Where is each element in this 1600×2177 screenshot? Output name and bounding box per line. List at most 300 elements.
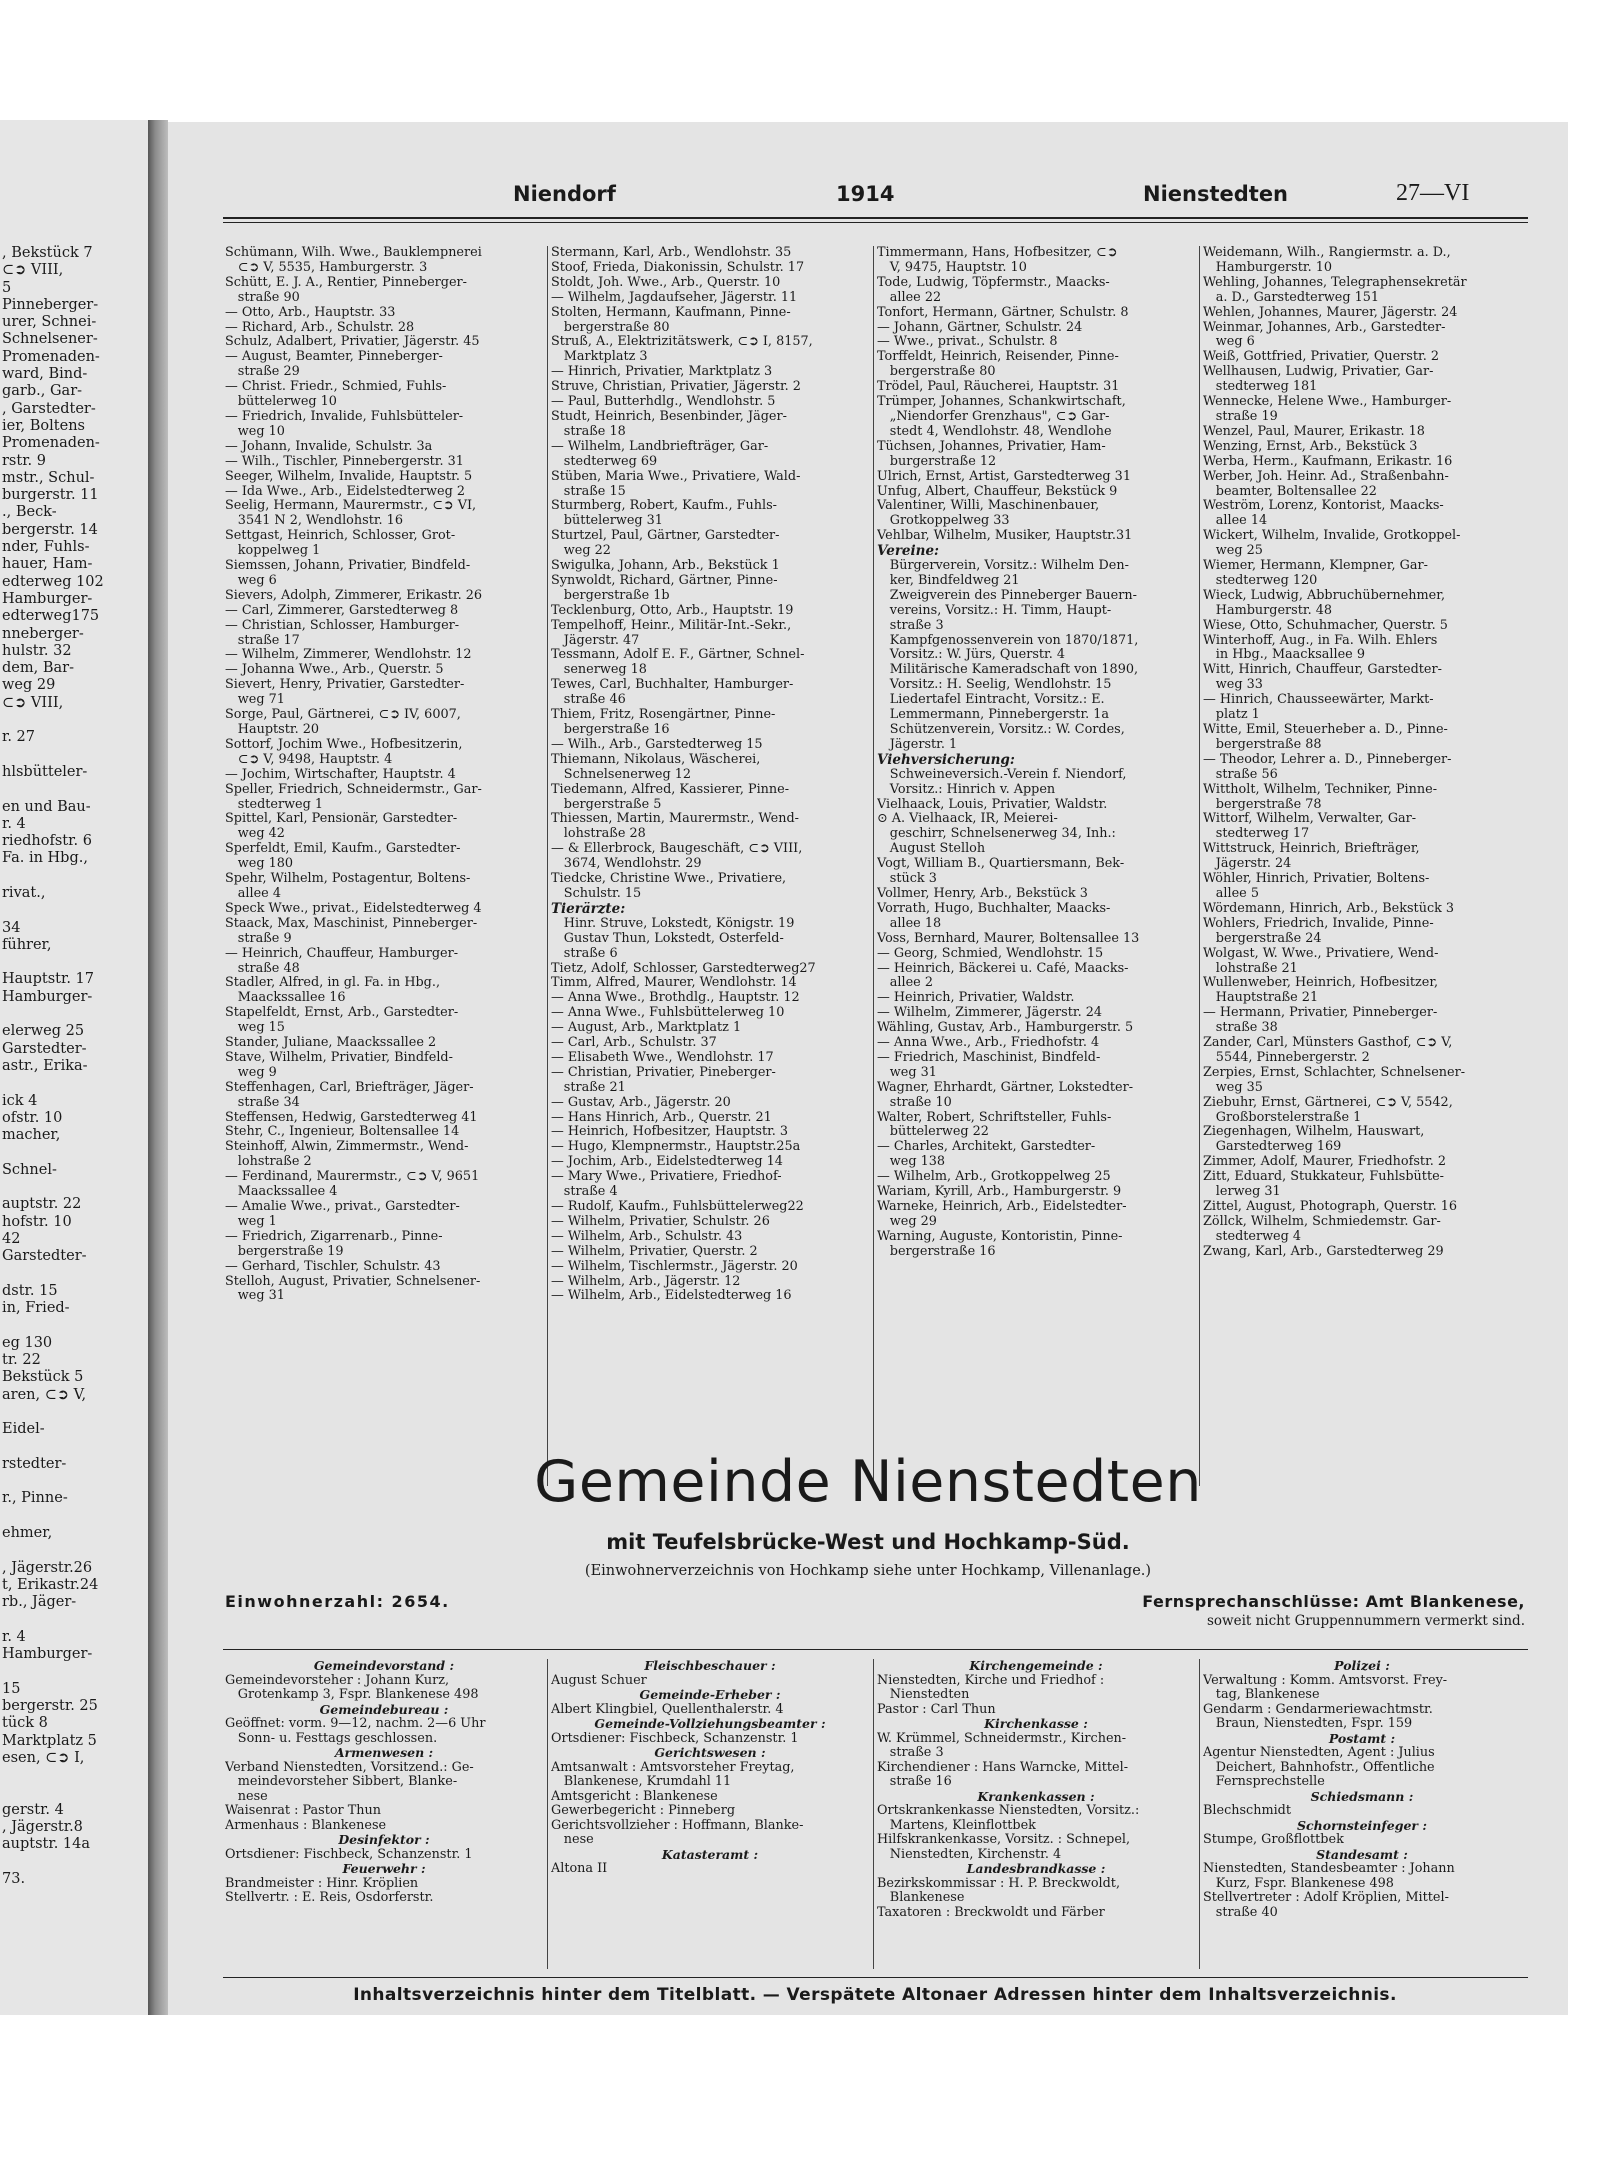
office-entry-line: Nienstedten: [877, 1688, 970, 1702]
directory-entry-line: Schulstr. 15: [551, 886, 642, 901]
fragment-line: [2, 1767, 144, 1784]
directory-entry-line: weg 31: [225, 1289, 285, 1304]
fragment-line: [2, 1438, 144, 1455]
fragment-line: [2, 1006, 144, 1023]
fragment-line: rb., Jäger-: [2, 1594, 77, 1611]
directory-entry-line: weg 10: [225, 424, 285, 439]
directory-entry-line: — Otto, Arb., Hauptstr. 33: [225, 305, 396, 320]
office-entry-line: Gemeindevorsteher : Johann Kurz,: [225, 1673, 450, 1688]
fragment-line: Eidel-: [2, 1421, 45, 1438]
directory-entry-line: Seeger, Wilhelm, Invalide, Hauptstr. 5: [225, 469, 473, 484]
office-entry-line: Geöffnet: vorm. 9—12, nachm. 2—6 Uhr: [225, 1717, 486, 1731]
office-heading: Armenwesen :: [334, 1746, 434, 1760]
fragment-line: [2, 1854, 144, 1871]
office-entry-line: Altona II: [551, 1862, 608, 1876]
directory-entry-line: Wieck, Ludwig, Abbruchübernehmer,: [1203, 588, 1446, 603]
fragment-line: ofstr. 10: [2, 1109, 63, 1126]
directory-entry-line: Vorsitz.: Hinrich v. Appen: [877, 782, 1056, 797]
office-entry-line: Brandmeister : Hinr. Kröplien: [225, 1876, 419, 1891]
directory-entry-line: Tonfort, Hermann, Gärtner, Schulstr. 8: [877, 305, 1129, 320]
office-entry-line: Gendarm : Gendarmeriewachtmstr.: [1203, 1702, 1433, 1717]
directory-entry-line: ⊙ A. Vielhaack, IR, Meierei-: [877, 812, 1058, 827]
fragment-line: Promenaden-: [2, 435, 100, 452]
directory-entry-line: — Wilhelm, Privatier, Querstr. 2: [551, 1244, 758, 1259]
directory-entry-line: — Friedrich, Zigarrenarb., Pinne-: [225, 1229, 443, 1244]
fragment-line: [2, 868, 144, 885]
directory-entry-line: — Johann, Invalide, Schulstr. 3a: [225, 439, 433, 454]
directory-entry-line: Stadler, Alfred, in gl. Fa. in Hbg.,: [225, 976, 441, 991]
directory-entry-line: Wariam, Kyrill, Arb., Hamburgerstr. 9: [877, 1185, 1122, 1200]
office-entry-line: Taxatoren : Breckwoldt und Färber: [877, 1905, 1105, 1920]
directory-entry-line: Ulrich, Ernst, Artist, Garstedterweg 31: [877, 469, 1131, 484]
directory-entry-line: Tewes, Carl, Buchhalter, Hamburger-: [551, 678, 794, 693]
directory-entry-line: allee 18: [877, 916, 942, 931]
directory-entry-line: Vorsitz.: W. Jürs, Querstr. 4: [877, 648, 1066, 663]
directory-entry-line: — Christ. Friedr., Schmied, Fuhls-: [225, 380, 447, 395]
column-divider: [547, 246, 548, 1486]
directory-entry-line: Hamburgerstr. 10: [1203, 260, 1332, 275]
directory-entry-line: Speller, Friedrich, Schneidermstr., Gar-: [225, 782, 482, 797]
directory-entry-line: — Heinrich, Hofbesitzer, Hauptstr. 3: [551, 1125, 789, 1140]
office-entry-line: Deichert, Bahnhofstr., Öffentliche: [1203, 1760, 1435, 1775]
directory-entry-line: weg 33: [1203, 678, 1263, 693]
directory-entry-line: — Rudolf, Kaufm., Fuhlsbüttelerweg22: [551, 1200, 804, 1214]
fragment-line: astr., Erika-: [2, 1057, 88, 1074]
directory-entry-line: 3674, Wendlohstr. 29: [551, 857, 702, 872]
directory-entry-line: — Heinrich, Chauffeur, Hamburger-: [225, 946, 459, 961]
office-entry-line: Kurz, Fspr. Blankenese 498: [1203, 1876, 1394, 1891]
fragment-line: [2, 712, 144, 729]
fragment-line: edterweg175: [2, 608, 100, 625]
directory-entry-line: weg 180: [225, 857, 294, 872]
directory-entry-line: straße 48: [225, 961, 300, 976]
authority-column-4: [1203, 1659, 1521, 1969]
fragment-line: ick 4: [2, 1092, 38, 1109]
office-entry-line: Braun, Nienstedten, Fspr. 159: [1203, 1717, 1413, 1731]
directory-entry-line: lohstraße 28: [551, 827, 646, 842]
office-entry-line: meindevorsteher Sibbert, Blanke-: [225, 1775, 458, 1789]
directory-entry-line: — Wilhelm, Zimmerer, Wendlohstr. 12: [225, 648, 472, 663]
office-entry-line: Pastor : Carl Thun: [877, 1702, 996, 1717]
office-heading: Schornsteinfeger :: [1297, 1818, 1427, 1833]
office-heading: Kirchenkasse :: [984, 1717, 1088, 1731]
directory-entry-line: Trödel, Paul, Räucherei, Hauptstr. 31: [877, 380, 1120, 395]
directory-entry-line: stedterweg 17: [1203, 827, 1310, 842]
directory-entry-line: — Georg, Schmied, Wendlohstr. 15: [877, 946, 1104, 961]
fragment-line: eg 130: [2, 1334, 53, 1351]
directory-entry-line: Studt, Heinrich, Besenbinder, Jäger-: [551, 409, 787, 424]
directory-entry-line: Sorge, Paul, Gärtnerei, ⊂➲ IV, 6007,: [225, 708, 461, 723]
directory-entry-line: Weidemann, Wilh., Rangiermstr. a. D.,: [1203, 246, 1451, 260]
directory-entry-line: straße 19: [1203, 409, 1278, 424]
fragment-line: hauer, Ham-: [2, 556, 93, 573]
directory-entry-line: Stoof, Frieda, Diakonissin, Schulstr. 17: [551, 260, 805, 275]
directory-entry-line: allee 4: [225, 886, 281, 901]
fragment-line: [2, 1317, 144, 1334]
directory-entry-line: — Christian, Schlosser, Hamburger-: [225, 618, 460, 633]
directory-entry-line: Liedertafel Eintracht, Vorsitz.: E.: [877, 693, 1105, 708]
directory-entry-line: stück 3: [877, 872, 937, 887]
column-divider: [1199, 1659, 1200, 1969]
fragment-line: [2, 1611, 144, 1628]
directory-entry-line: „Niendorfer Grenzhaus", ⊂➲ Gar-: [877, 409, 1110, 424]
directory-entry-line: Wagner, Ehrhardt, Gärtner, Lokstedter-: [877, 1080, 1134, 1095]
header-rule-thin: [223, 222, 1528, 223]
fragment-line: [2, 1473, 144, 1490]
directory-entry-line: straße 21: [551, 1080, 626, 1095]
office-entry-line: Agentur Nienstedten, Agent : Julius: [1203, 1746, 1435, 1760]
directory-entry-line: Vorrath, Hugo, Buchhalter, Maacks-: [877, 901, 1111, 916]
directory-entry-line: vereins, Vorsitz.: H. Timm, Haupt-: [877, 603, 1112, 618]
fragment-line: 73.: [2, 1870, 26, 1887]
directory-entry-line: — Charles, Architekt, Garstedter-: [877, 1140, 1096, 1155]
directory-entry-line: Sturmberg, Robert, Kaufm., Fuhls-: [551, 499, 777, 514]
directory-entry-line: Stelloh, August, Privatier, Schnelsener-: [225, 1274, 481, 1289]
directory-entry-line: — Amalie Wwe., privat., Garstedter-: [225, 1200, 460, 1214]
fragment-line: ehmer,: [2, 1524, 53, 1541]
directory-entry-line: straße 18: [551, 424, 626, 439]
office-entry-line: Armenhaus : Blankenese: [225, 1818, 387, 1833]
fragment-line: tück 8: [2, 1715, 48, 1732]
directory-entry-line: straße 10: [877, 1095, 952, 1110]
column-divider: [547, 1659, 548, 1969]
directory-entry-line: Zöllck, Wilhelm, Schmiedemstr. Gar-: [1203, 1214, 1441, 1229]
fragment-line: ., Beck-: [2, 504, 57, 521]
office-heading: Gemeindebureau :: [319, 1702, 449, 1717]
directory-entry-line: Sperfeldt, Emil, Kaufm., Garstedter-: [225, 842, 461, 857]
fragment-line: macher,: [2, 1127, 61, 1144]
office-heading: Fleischbeschauer :: [644, 1659, 776, 1673]
directory-entry-line: straße 9: [225, 931, 292, 946]
fragment-line: ⊂➲ VIII,: [2, 694, 64, 711]
column-divider: [873, 1659, 874, 1969]
directory-entry-line: — Anna Wwe., Arb., Friedhofstr. 4: [877, 1036, 1100, 1051]
fragment-line: rstr. 9: [2, 452, 46, 469]
office-heading: Postamt :: [1328, 1731, 1396, 1746]
directory-entry-line: — Carl, Zimmerer, Garstedterweg 8: [225, 603, 459, 618]
directory-entry-line: straße 15: [551, 484, 626, 499]
directory-entry-line: bergerstraße 19: [225, 1244, 344, 1259]
directory-entry-line: Vorsitz.: H. Seelig, Wendlohstr. 15: [877, 678, 1112, 693]
directory-entry-line: Bürgerverein, Vorsitz.: Wilhelm Den-: [877, 559, 1129, 574]
directory-entry-line: Tiedcke, Christine Wwe., Privatiere,: [551, 872, 787, 887]
directory-entry-line: Weström, Lorenz, Kontorist, Maacks-: [1203, 499, 1444, 514]
office-entry-line: Stellvertreter : Adolf Kröplien, Mittel-: [1203, 1891, 1449, 1905]
directory-entry-line: Hauptstraße 21: [1203, 991, 1319, 1006]
office-heading: Gemeinde-Vollziehungsbeamter :: [594, 1717, 826, 1731]
address-column-1: [225, 246, 543, 1486]
directory-entry-line: straße 90: [225, 290, 300, 305]
directory-entry-line: — Hinrich, Privatier, Marktplatz 3: [551, 365, 773, 380]
directory-entry-line: weg 31: [877, 1065, 937, 1080]
directory-entry-line: allee 14: [1203, 514, 1268, 529]
office-entry-line: straße 16: [877, 1775, 952, 1789]
directory-entry-line: Unfug, Albert, Chauffeur, Bekstück 9: [877, 484, 1118, 499]
directory-entry-line: stedterweg 120: [1203, 573, 1318, 588]
directory-entry-line: bergerstraße 88: [1203, 737, 1322, 752]
directory-entry-line: Steinhoff, Alwin, Zimmermstr., Wend-: [225, 1140, 469, 1155]
directory-entry-line: Vehlbar, Wilhelm, Musiker, Hauptstr.31: [877, 529, 1133, 544]
fragment-line: Hamburger-: [2, 590, 93, 607]
office-entry-line: Nienstedten, Standesbeamter : Johann: [1203, 1862, 1455, 1876]
directory-entry-line: Torffeldt, Heinrich, Reisender, Pinne-: [877, 350, 1119, 365]
directory-entry-line: Kampfgenossenverein von 1870/1871,: [877, 633, 1139, 648]
directory-entry-line: ⊂➲ V, 5535, Hamburgerstr. 3: [225, 260, 428, 275]
office-entry-line: straße 40: [1203, 1905, 1278, 1920]
directory-entry-line: Schützenverein, Vorsitz.: W. Cordes,: [877, 723, 1125, 737]
fragment-line: 42: [2, 1230, 21, 1247]
directory-entry-line: Wohlers, Friedrich, Invalide, Pinne-: [1203, 916, 1434, 931]
directory-entry-line: straße 29: [225, 365, 300, 380]
fragment-line: auptstr. 22: [2, 1196, 82, 1213]
office-heading: Gemeinde-Erheber :: [639, 1688, 781, 1702]
directory-entry-line: büttelerweg 31: [551, 514, 663, 529]
directory-entry-line: Valentiner, Willi, Maschinenbauer,: [877, 499, 1100, 514]
directory-entry-line: Lemmermann, Pinnebergerstr. 1a: [877, 708, 1110, 723]
directory-entry-line: Vollmer, Henry, Arb., Bekstück 3: [877, 886, 1088, 901]
column-divider: [873, 246, 874, 1486]
directory-entry-line: Staack, Max, Maschinist, Pinneberger-: [225, 916, 478, 931]
directory-entry-line: Großborstelerstraße 1: [1203, 1110, 1362, 1125]
fragment-line: [2, 1508, 144, 1525]
directory-entry-line: Tecklenburg, Otto, Arb., Hauptstr. 19: [551, 603, 794, 618]
directory-entry-line: Sievers, Adolph, Zimmerer, Erikastr. 26: [225, 588, 482, 603]
fragment-line: Fa. in Hbg.,: [2, 850, 88, 867]
directory-entry-line: Warneke, Heinrich, Arb., Eidelstedter-: [877, 1200, 1127, 1214]
directory-entry-line: Marktplatz 3: [551, 350, 648, 365]
directory-entry-line: Walter, Robert, Schriftsteller, Fuhls-: [877, 1110, 1112, 1125]
directory-entry-line: Jägerstr. 47: [551, 633, 640, 648]
directory-entry-line: Grotkoppelweg 33: [877, 514, 1010, 529]
fragment-line: dstr. 15: [2, 1282, 58, 1299]
fragment-line: führer,: [2, 936, 52, 953]
fragment-line: riedhofstr. 6: [2, 833, 92, 850]
directory-entry-line: — Hugo, Klempnermstr., Hauptstr.25a: [551, 1140, 801, 1155]
directory-entry-line: Wittorf, Wilhelm, Verwalter, Gar-: [1203, 812, 1417, 827]
directory-entry-line: stedterweg 181: [1203, 380, 1318, 395]
fragment-line: hofstr. 10: [2, 1213, 72, 1230]
directory-entry-line: allee 2: [877, 976, 933, 991]
office-entry-line: Amtsanwalt : Amtsvorsteher Freytag,: [551, 1760, 795, 1775]
directory-entry-line: 5544, Pinnebergerstr. 2: [1203, 1050, 1370, 1065]
fragment-line: Hamburger-: [2, 988, 93, 1005]
directory-entry-line: straße 34: [225, 1095, 300, 1110]
directory-entry-line: — Wilhelm, Arb., Eidelstedterweg 16: [551, 1289, 792, 1304]
fragment-line: 15: [2, 1680, 21, 1697]
office-entry-line: Nienstedten, Kirche und Friedhof :: [877, 1673, 1105, 1688]
office-heading: Standesamt :: [1316, 1847, 1408, 1862]
directory-entry-line: — Christian, Privatier, Pineberger-: [551, 1065, 776, 1080]
directory-entry-line: Stermann, Karl, Arb., Wendlohstr. 35: [551, 246, 792, 260]
directory-entry-line: — Carl, Arb., Schulstr. 37: [551, 1036, 717, 1051]
directory-entry-line: — Wilh., Tischler, Pinnebergerstr. 31: [225, 454, 464, 469]
fragment-line: auptstr. 14a: [2, 1836, 91, 1853]
directory-entry-line: lerweg 31: [1203, 1185, 1281, 1200]
fragment-line: [2, 1179, 144, 1196]
fragment-line: dem, Bar-: [2, 660, 74, 677]
directory-entry-line: Winterhoff, Aug., in Fa. Wilh. Ehlers: [1203, 633, 1438, 648]
directory-entry-line: ker, Bindfeldweg 21: [877, 573, 1020, 588]
directory-entry-line: — Wilh., Arb., Garstedterweg 15: [551, 737, 763, 752]
office-entry-line: Ortsdiener: Fischbeck, Schanzenstr. 1: [551, 1731, 799, 1746]
directory-entry-line: koppelweg 1: [225, 544, 321, 559]
office-entry-line: Amtsgericht : Blankenese: [551, 1789, 718, 1804]
directory-entry-line: Timm, Alfred, Maurer, Wendlohstr. 14: [551, 976, 797, 991]
directory-entry-line: Swigulka, Johann, Arb., Bekstück 1: [551, 559, 780, 574]
directory-entry-line: Wehling, Johannes, Telegraphensekretär: [1203, 275, 1467, 290]
directory-entry-line: Sievert, Henry, Privatier, Garstedter-: [225, 678, 465, 693]
directory-entry-line: Wittstruck, Heinrich, Briefträger,: [1203, 842, 1420, 857]
fragment-line: weg 29: [2, 677, 56, 694]
directory-entry-line: Settgast, Heinrich, Schlosser, Grot-: [225, 529, 456, 544]
address-column-2: [551, 246, 869, 1486]
directory-entry-line: August Stelloh: [877, 842, 986, 857]
directory-entry-line: — Heinrich, Privatier, Waldstr.: [877, 991, 1075, 1006]
directory-entry-line: Wolgast, W. Wwe., Privatiere, Wend-: [1203, 946, 1439, 961]
directory-entry-line: straße 46: [551, 693, 626, 708]
fragment-line: Schnel-: [2, 1161, 57, 1178]
directory-entry-line: — Anna Wwe., Fuhlsbüttelerweg 10: [551, 1006, 785, 1021]
office-entry-line: Stellvertr. : E. Reis, Osdorferstr.: [225, 1891, 434, 1905]
fragment-line: [2, 1144, 144, 1161]
directory-entry-line: — Friedrich, Maschinist, Bindfeld-: [877, 1050, 1101, 1065]
office-entry-line: Fernsprechstelle: [1203, 1775, 1325, 1789]
fragment-line: Schnelsener-: [2, 331, 98, 348]
section-title: Gemeinde Nienstedten: [534, 1449, 1202, 1515]
directory-entry-line: Tietz, Adolf, Schlosser, Garstedterweg27: [551, 961, 816, 976]
header-year: 1914: [836, 182, 895, 206]
directory-entry-line: — Gerhard, Tischler, Schulstr. 43: [225, 1259, 441, 1274]
directory-entry-line: Struve, Christian, Privatier, Jägerstr. 2: [551, 380, 801, 395]
fragment-line: [2, 1404, 144, 1421]
directory-entry-line: — Ida Wwe., Arb., Eidelstedterweg 2: [225, 484, 465, 499]
directory-entry-line: — Wilhelm, Jagdaufseher, Jägerstr. 11: [551, 290, 798, 305]
fragment-line: [2, 1663, 144, 1680]
directory-entry-line: straße 6: [551, 946, 618, 961]
directory-entry-line: Stolten, Hermann, Kaufmann, Pinne-: [551, 305, 791, 320]
office-entry-line: W. Krümmel, Schneidermstr., Kirchen-: [877, 1731, 1127, 1746]
directory-entry-line: Tode, Ludwig, Töpfermstr., Maacks-: [877, 275, 1110, 290]
section-note: (Einwohnerverzeichnis von Hochkamp siehe unter Hochkamp, Villenanlage.): [584, 1563, 1152, 1579]
directory-entry-line: — Jochim, Wirtschafter, Hauptstr. 4: [225, 767, 456, 782]
column-divider: [1199, 246, 1200, 1486]
directory-entry-line: in Hbg., Maacksallee 9: [1203, 648, 1365, 663]
adjacent-page-text: [2, 245, 144, 1888]
office-entry-line: Ortskrankenkasse Nienstedten, Vorsitz.:: [877, 1804, 1140, 1818]
directory-entry-line: bergerstraße 80: [877, 365, 996, 380]
office-entry-line: Gerichtsvollzieher : Hoffmann, Blanke-: [551, 1818, 804, 1833]
address-column-4: [1203, 246, 1521, 1486]
directory-entry-line: platz 1: [1203, 708, 1260, 723]
directory-entry-line: — & Ellerbrock, Baugeschäft, ⊂➲ VIII,: [551, 842, 803, 857]
directory-entry-line: Stehr, C., Ingenieur, Boltensallee 14: [225, 1125, 460, 1140]
fragment-line: Marktplatz 5: [2, 1732, 97, 1749]
directory-entry-line: geschirr, Schnelsenerweg 34, Inh.:: [877, 827, 1116, 842]
fragment-line: urer, Schnei-: [2, 314, 97, 331]
directory-entry-line: Thiem, Fritz, Rosengärtner, Pinne-: [551, 708, 776, 723]
header-right-place: Nienstedten: [1143, 182, 1289, 206]
office-heading: Polizei :: [1334, 1659, 1390, 1673]
directory-entry-line: bergerstraße 80: [551, 320, 670, 335]
directory-entry-line: Wördemann, Hinrich, Arb., Bekstück 3: [1203, 901, 1455, 916]
fragment-line: Hamburger-: [2, 1646, 93, 1663]
fragment-line: edterweg 102: [2, 573, 104, 590]
fragment-line: [2, 1542, 144, 1559]
office-entry-line: Albert Klingbiel, Quellenthalerstr. 4: [551, 1702, 784, 1717]
directory-entry-line: V, 9475, Hauptstr. 10: [877, 260, 1027, 275]
directory-entry-line: — Wilhelm, Landbriefträger, Gar-: [551, 439, 769, 454]
fragment-line: [2, 1266, 144, 1283]
office-entry-line: Blechschmidt: [1203, 1804, 1292, 1818]
directory-entry-line: Weinmar, Johannes, Arb., Garstedter-: [1203, 320, 1446, 335]
directory-entry-line: — Mary Wwe., Privatiere, Friedhof-: [551, 1170, 782, 1185]
directory-entry-line: weg 22: [551, 544, 611, 559]
directory-entry-line: — Wilhelm, Zimmerer, Jägerstr. 24: [877, 1006, 1103, 1021]
fragment-line: 5: [2, 279, 12, 296]
fragment-line: Bekstück 5: [2, 1369, 84, 1386]
directory-entry-line: Wehlen, Johannes, Maurer, Jägerstr. 24: [1203, 305, 1458, 320]
directory-entry-line: Zerpies, Ernst, Schlachter, Schnelsener-: [1203, 1065, 1466, 1080]
office-heading: Kirchengemeinde :: [969, 1659, 1103, 1673]
directory-entry-line: bergerstraße 16: [877, 1244, 996, 1259]
directory-entry-line: Wiemer, Hermann, Klempner, Gar-: [1203, 559, 1428, 574]
fragment-line: r. 4: [2, 815, 26, 832]
fragment-line: hulstr. 32: [2, 642, 72, 659]
directory-entry-line: Stüben, Maria Wwe., Privatiere, Wald-: [551, 469, 801, 484]
directory-entry-line: Stave, Wilhelm, Privatier, Bindfeld-: [225, 1050, 453, 1065]
fragment-line: , Bekstück 7: [2, 245, 93, 261]
directory-entry-line: lohstraße 21: [1203, 961, 1298, 976]
office-entry-line: tag, Blankenese: [1203, 1688, 1320, 1702]
directory-entry-line: bergerstraße 16: [551, 723, 670, 737]
page-number: 27—VI: [1396, 180, 1470, 206]
directory-entry-line: Tiedemann, Alfred, Kassierer, Pinne-: [551, 782, 790, 797]
directory-entry-line: Maackssallee 4: [225, 1185, 338, 1200]
directory-entry-line: weg 29: [877, 1214, 937, 1229]
directory-entry-line: allee 5: [1203, 886, 1259, 901]
directory-entry-line: Hamburgerstr. 48: [1203, 603, 1332, 618]
fragment-line: nder, Fuhls-: [2, 539, 90, 556]
fragment-line: garb., Gar-: [2, 383, 83, 400]
directory-entry-line: stedterweg 4: [1203, 1229, 1302, 1244]
directory-entry-line: — Paul, Butterhdlg., Wendlohstr. 5: [551, 395, 776, 410]
fragment-line: ⊂➲ VIII,: [2, 262, 64, 279]
fragment-line: rstedter-: [2, 1455, 67, 1472]
directory-entry-line: — Wilhelm, Arb., Jägerstr. 12: [551, 1274, 741, 1289]
directory-entry-line: straße 56: [1203, 767, 1278, 782]
directory-entry-line: — Jochim, Arb., Eidelstedterweg 14: [551, 1155, 783, 1170]
directory-entry-line: Vogt, William B., Quartiersmann, Bek-: [877, 857, 1125, 872]
directory-entry-line: Stander, Juliane, Maackssallee 2: [225, 1036, 437, 1051]
office-heading: Katasteramt :: [661, 1847, 759, 1862]
directory-entry-line: Garstedterweg 169: [1203, 1140, 1342, 1155]
fragment-line: , Jägerstr.26: [2, 1559, 93, 1576]
directory-entry-line: weg 42: [225, 827, 285, 842]
directory-entry-line: straße 38: [1203, 1021, 1278, 1036]
fragment-line: en und Bau-: [2, 798, 91, 815]
directory-entry-line: weg 15: [225, 1021, 285, 1036]
directory-entry-line: Wennecke, Helene Wwe., Hamburger-: [1203, 395, 1452, 410]
directory-entry-line: Spehr, Wilhelm, Postagentur, Boltens-: [225, 872, 471, 887]
office-entry-line: August Schuer: [551, 1673, 647, 1688]
directory-entry-line: straße 17: [225, 633, 300, 648]
directory-entry-line: — Theodor, Lehrer a. D., Pinneberger-: [1203, 752, 1452, 767]
directory-entry-line: Wähling, Gustav, Arb., Hamburgerstr. 5: [877, 1021, 1134, 1036]
office-heading: Gerichtswesen :: [654, 1746, 766, 1760]
directory-entry-line: — Ferdinand, Maurermstr., ⊂➲ V, 9651: [225, 1170, 480, 1185]
directory-entry-line: Seelig, Hermann, Maurermstr., ⊂➲ VI,: [225, 499, 477, 514]
fragment-line: [2, 747, 144, 764]
